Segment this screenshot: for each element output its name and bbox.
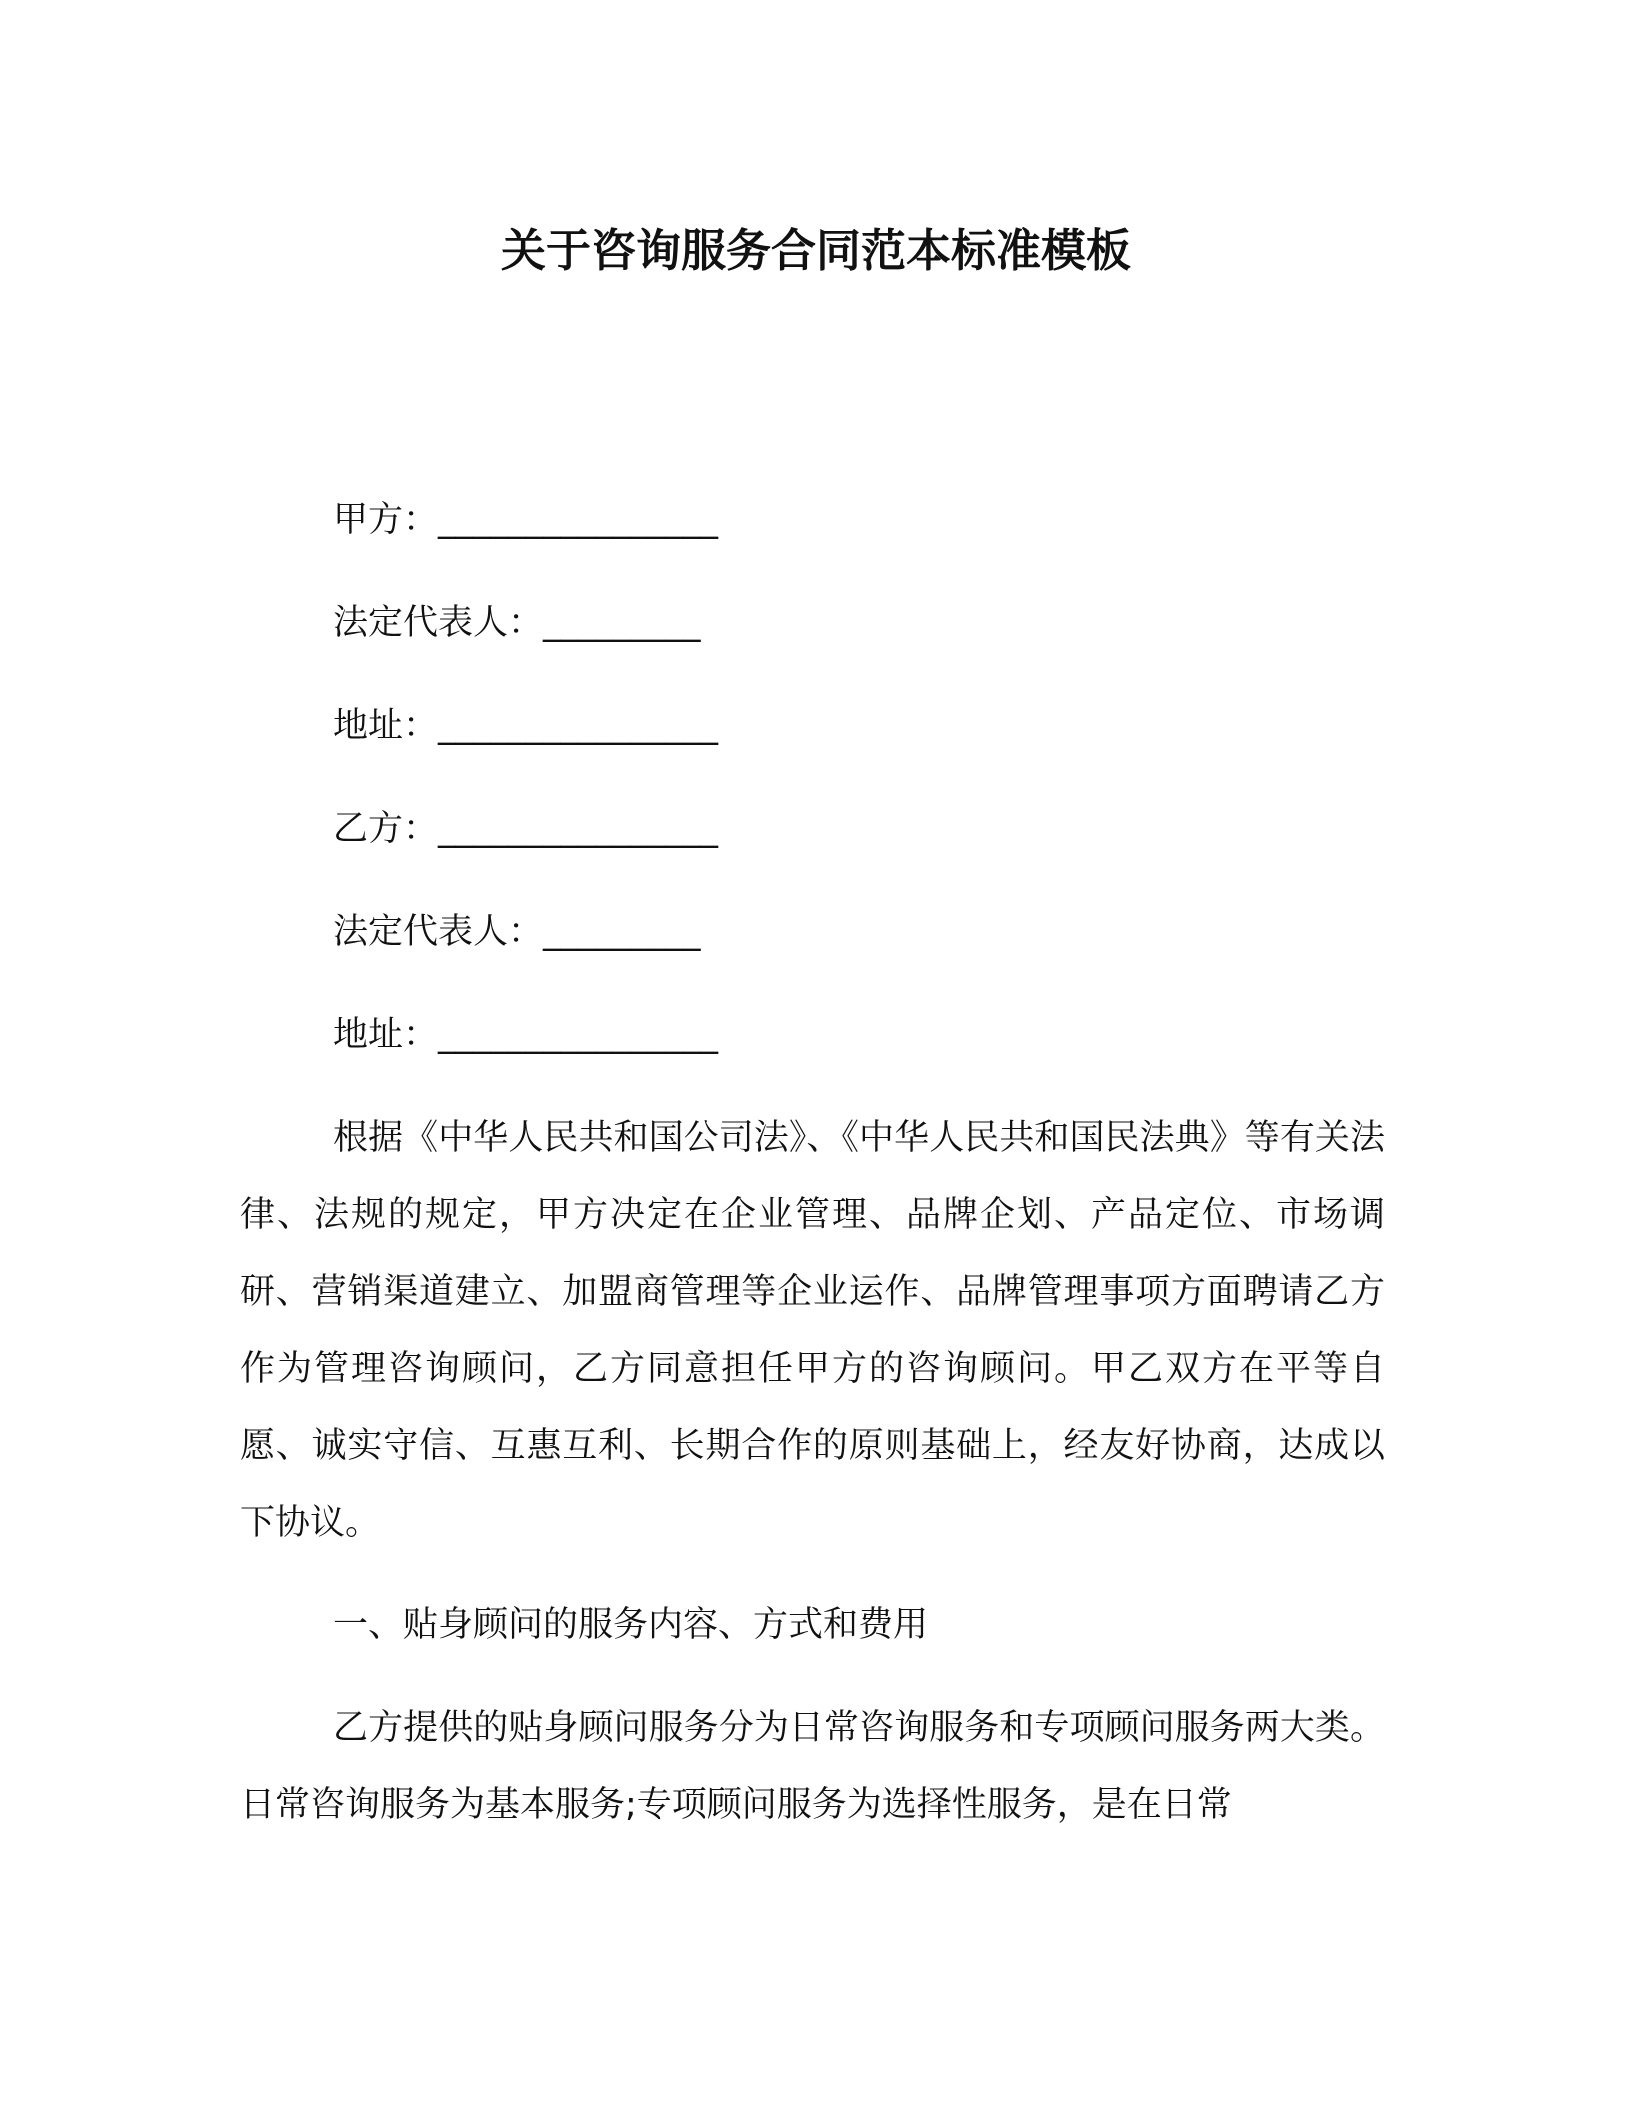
preamble-paragraph: 根据《中华人民共和国公司法》、《中华人民共和国民法典》等有关法律、法规的规定，甲方决定在企业管理、品牌企划、产品定位、市场调研、营销渠道建立、加盟商管理等企业运作、品牌管理事项方面聘请乙方作为管理咨询顾问，乙方同意担任甲方的咨询顾问。甲乙双方在平等自愿、诚实守信、互惠互利、长期合作的原则基础上，经友好协商，达成以下协议。 [240,1118,1385,1543]
party-a-address-field: 地址：________________ [333,706,719,746]
party-b-field: 乙方：________________ [333,809,719,849]
document-title: 关于咨询服务合同范本标准模板 [500,224,1131,277]
party-b-address-field: 地址：________________ [333,1015,719,1055]
party-a-field: 甲方：________________ [333,500,719,540]
section-1-heading: 一、贴身顾问的服务内容、方式和费用 [333,1605,929,1645]
party-b-representative-field: 法定代表人：_________ [333,912,701,952]
party-a-representative-field: 法定代表人：_________ [333,603,701,643]
service-paragraph: 乙方提供的贴身顾问服务分为日常咨询服务和专项顾问服务两大类。日常咨询服务为基本服务;专项顾问服务为选择性服务，是在日常 [240,1708,1385,1825]
